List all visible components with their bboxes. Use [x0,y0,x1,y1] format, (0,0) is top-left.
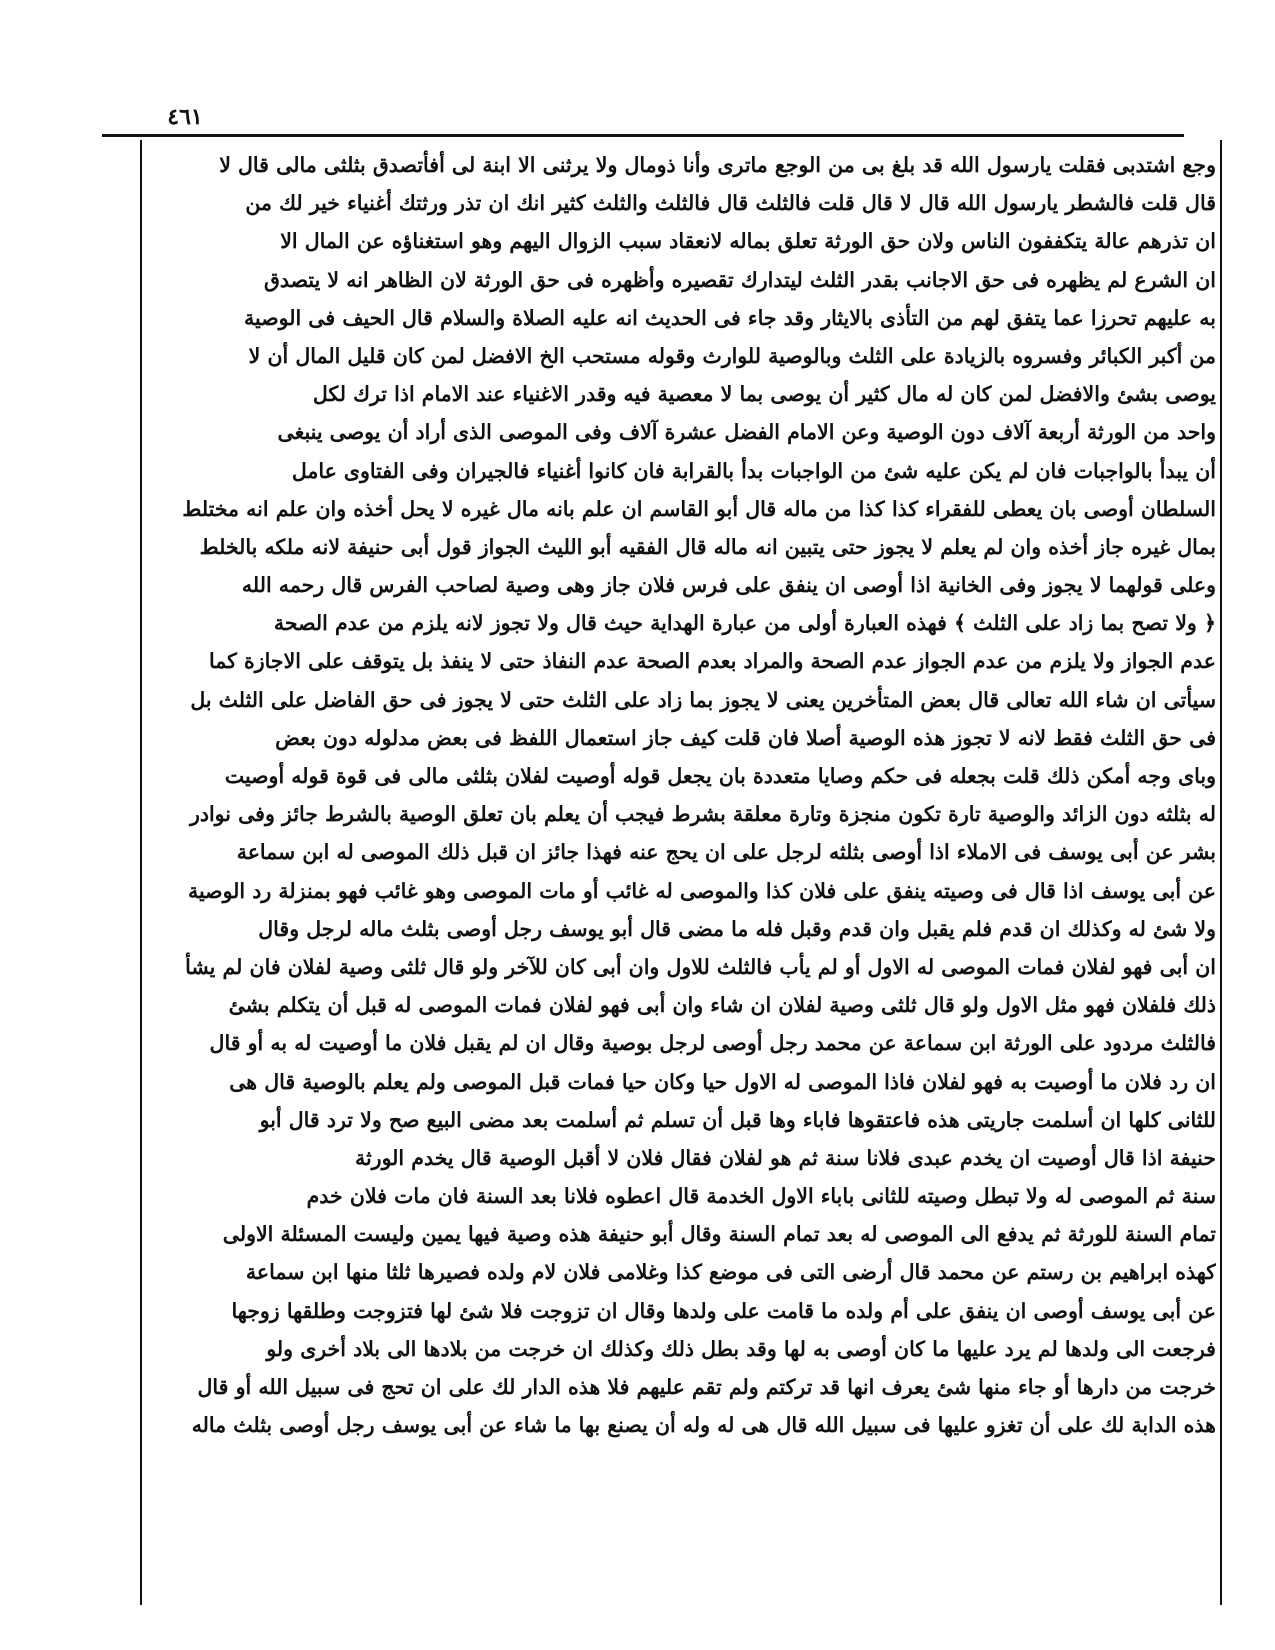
text-line: وجع اشتدبى فقلت يارسول الله قد بلغ بى من الوجع ماترى وأنا ذومال ولا يرثنى الا ابنة لى أفأتصدق بثلثى مالى قال لا [219,153,1216,177]
text-line: عن أبى يوسف أوصى ان ينفق على أم ولده ما قامت على ولدها وقال ان تزوجت فلا شئ لها فتزوجت وطلقها زوجها [231,1298,1216,1323]
text-line: تمام السنة للورثة ثم يدفع الى الموصى له بعد تمام السنة وقال أبو حنيفة هذه وصية فيها يمين وليست المسئلة الاولى [222,1222,1216,1247]
text-line: حنيفة اذا قال أوصيت ان يخدم عبدى فلانا سنة ثم هو لفلان فقال فلان لا أقبل الوصية قال يخدم الورثة [354,1145,1216,1170]
text-line: أن يبدأ بالواجبات فان لم يكن عليه شئ من الواجبات بدأ بالقرابة فان كانوا أغنياء فالجيران وفى الفتاوى عامل [291,458,1216,483]
text-line: عن أبى يوسف اذا قال فى وصيته ينفق على فلان كذا والموصى له غائب أو مات الموصى وهو غائب فهو بمنزلة رد الوصية [187,878,1216,903]
text-line: بشر عن أبى يوسف فى الاملاء اذا أوصى بثلثه لرجل على ان يحج عنه فهذا جائز ان قبل ذلك الموصى له ابن سماعة [236,840,1216,865]
text-line: ذلك فلفلان فهو مثل الاول ولو قال ثلثى وصية لفلان ان شاء وان أبى فهو لفلان فمات الموصى له قبل أن يتكلم بشئ [228,993,1216,1018]
text-line: سيأتى ان شاء الله تعالى قال بعض المتأخرين يعنى لا يجوز بما زاد على الثلث حتى لا يجوز فى حق الفاضل على الثلث بل [190,687,1216,712]
text-line: وعلى قولهما لا يجوز وفى الخانية اذا أوصى ان ينفق على فرس فلان جاز وهى وصية لصاحب الفرس قال رحمه الله [241,573,1216,598]
text-line: السلطان أوصى بان يعطى للفقراء كذا كذا من ماله قال أبو القاسم ان علم بانه مال غيره لا يحل أخذه وان علم انه مختلط [182,496,1216,521]
header-rule [102,134,1184,137]
text-line: ان رد فلان ما أوصيت به فهو لفلان فاذا الموصى له الاول حيا وكان حيا فمات قبل الموصى ولم يعلم بالوصية قال هى [229,1069,1216,1094]
text-line: له بثلثه دون الزائد والوصية تارة تكون منجزة وتارة معلقة بشرط فيجب أن يعلم بان تعلق الوصية بالشرط جائز وفى نوادر [189,802,1216,827]
text-line: فرجعت الى ولدها لم يرد عليها ما كان أوصى به لها وقد بطل ذلك وكذلك ان خرجت من بلادها الى بلاد أخرى ولو [266,1336,1216,1361]
text-line: وباى وجه أمكن ذلك قلت بجعله فى حكم وصايا متعددة بان يجعل قوله أوصيت لفلان بثلثى مالى فى قوة قوله أوصيت [224,764,1216,788]
text-line: هذه الدابة لك على أن تغزو عليها فى سبيل الله قال هى له وله أن يصنع بها ما شاء عن أبى يوسف رجل أوصى بثلث ماله [191,1413,1216,1438]
text-body [146,146,1216,1601]
text-line: ان الشرع لم يظهره فى حق الاجانب بقدر الثلث ليتدارك تقصيره وأظهره فى حق الورثة لان الظاهر انه لا يتصدق [263,267,1216,292]
text-line: عدم الجواز ولا يلزم من عدم الجواز عدم الصحة والمراد بعدم الصحة عدم النفاذ حتى لا ينفذ بل يتوقف على الاجازة كما [209,649,1216,674]
text-line: واحد من الورثة أربعة آلاف دون الوصية وعن الامام الفضل عشرة آلاف وفى الموصى الذى أراد أن يوصى ينبغى [277,420,1216,445]
text-line: يوصى بشئ والافضل لمن كان له مال كثير أن يوصى بما لا معصية فيه وقدر الاغنياء عند الامام اذا ترك لكل [312,382,1216,407]
text-line: ﴿ ولا تصح بما زاد على الثلث ﴾ فهذه العبارة أولى من عبارة الهداية حيث قال ولا تجوز لانه يلزم من عدم الصحة [273,611,1216,636]
text-line: ان أبى فهو لفلان فمات الموصى له الاول أو لم يأب فالثلث للاول وان أبى كان للآخر ولو قال ثلثى وصية لفلان فان لم يشأ [185,954,1216,979]
text-line: للثانى كلها ان أسلمت جاريتى هذه فاعتقوها فاباء وها قبل أن تسلم ثم أسلمت بعد مضى البيع صح ولا ترد قال أبو [259,1107,1216,1132]
text-line: سنة ثم الموصى له ولا تبطل وصيته للثانى باباء الاول الخدمة قال اعطوه فلانا بعد السنة فان مات فلان خدم [306,1184,1216,1209]
text-line: كهذه ابراهيم بن رستم عن محمد قال أرضى التى فى موضع كذا وغلامى فلان لام ولده فصيرها ثلثا منها ابن سماعة [245,1260,1216,1285]
text-line: به عليهم تحرزا عما يتفق لهم من التأذى بالايثار وقد جاء فى الحديث انه عليه الصلاة والسلام قال الحيف فى الوصية [244,305,1216,330]
text-line: ولا شئ له وكذلك ان قدم فلم يقبل وان قدم وقبل فله ما مضى قال أبو يوسف رجل أوصى بثلث ماله لرجل وقال [258,916,1216,941]
text-line: قال قلت فالشطر يارسول الله قال لا قال قلت فالثلث قال فالثلث والثلث كثير انك ان تذر ورثتك أغنياء خير لك من [245,191,1216,216]
page-number: ٤٦١ [167,104,203,130]
text-line: من أكبر الكبائر وفسروه بالزيادة على الثلث وبالوصية للوارث وقوله مستحب الخ الافضل لمن كان قليل المال أن لا [248,343,1216,368]
text-line: بمال غيره جاز أخذه وان لم يعلم لا يجوز حتى يتبين انه ماله قال الفقيه أبو الليث الجواز قول أبى حنيفة لانه ملكه بالخلط [199,534,1216,559]
text-line: فى حق الثلث فقط لانه لا تجوز هذه الوصية أصلا فان قلت كيف جاز استعمال اللفظ فى بعض مدلوله دون بعض [275,725,1216,750]
text-line: ان تذرهم عالة يتكففون الناس ولان حق الورثة تعلق بماله لانعقاد سبب الزوال اليهم وهو استغناؤه عن المال الا [280,229,1216,254]
text-line: خرجت من دارها أو جاء منها شئ يعرف انها قد تركتم ولم تقم عليهم فلا هذه الدار لك على ان تحج فى سبيل الله أو قال [197,1375,1216,1399]
text-line: فالثلث مردود على الورثة ابن سماعة عن محمد رجل أوصى لرجل بوصية وقال ان لم يقبل فلان ما أوصيت له به أو قال [209,1031,1216,1056]
